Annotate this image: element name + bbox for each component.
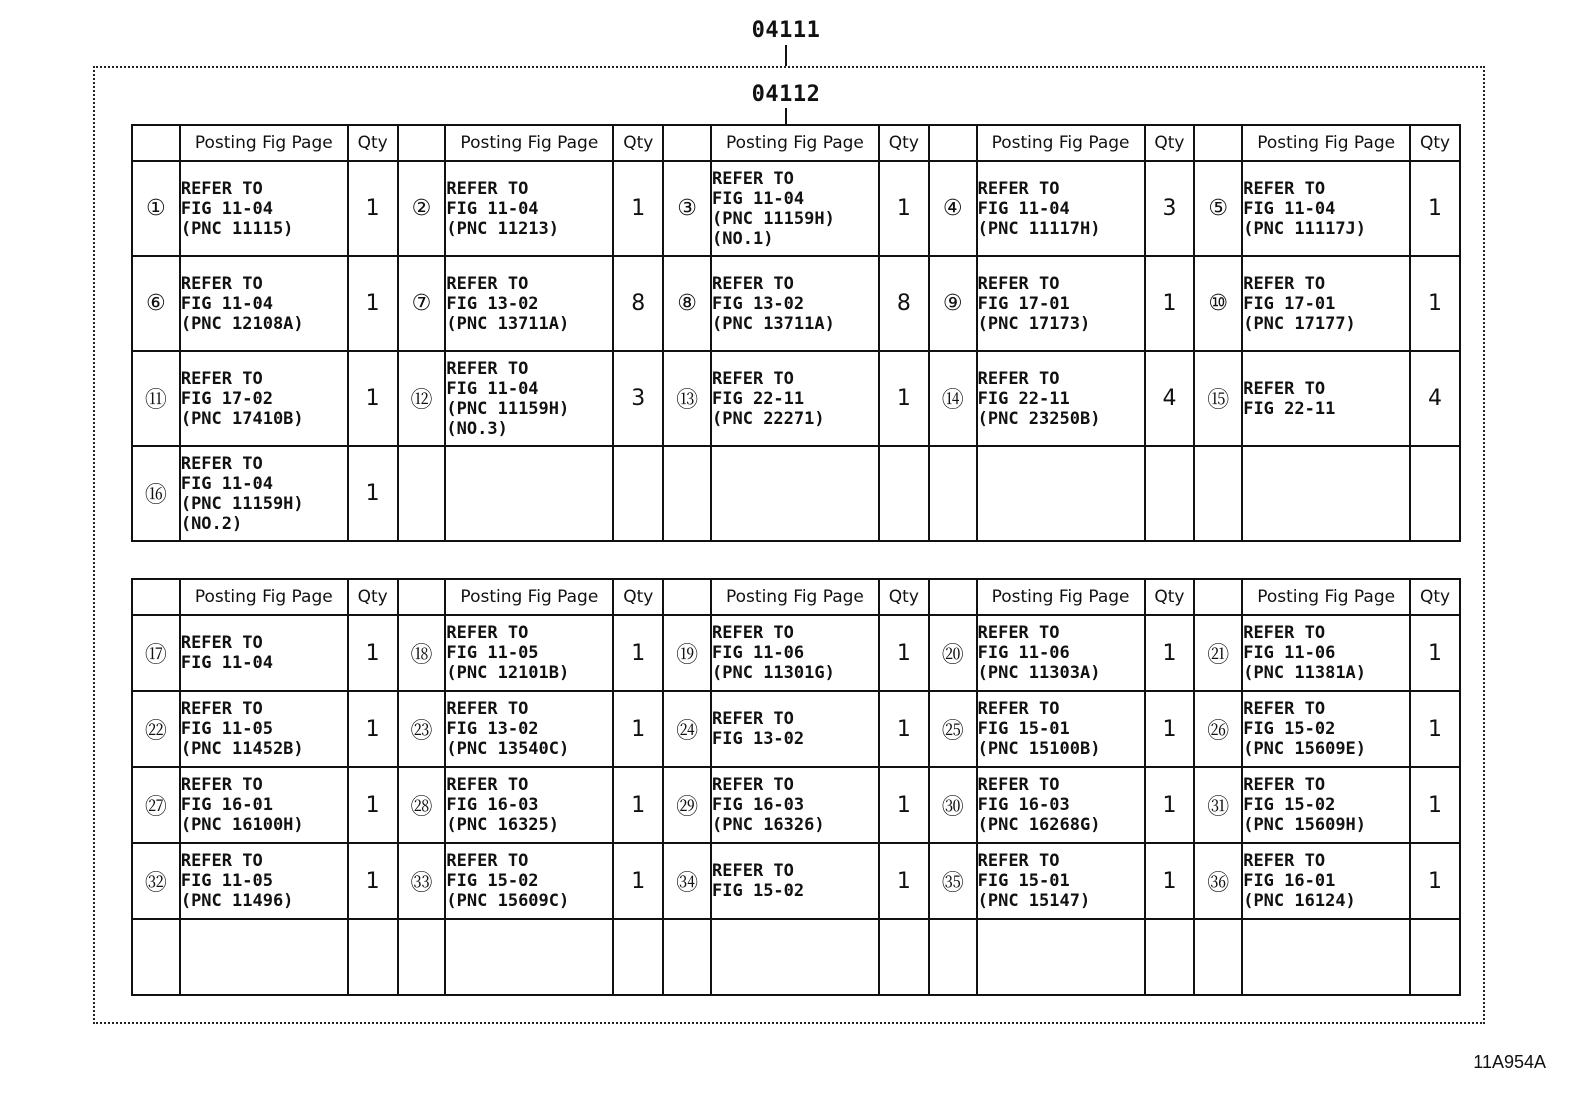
reference-text: REFER TO FIG 11-04 (PNC 11159H) (NO.1) <box>711 161 879 256</box>
reference-text: REFER TO FIG 13-02 (PNC 13711A) <box>445 256 613 351</box>
reference-text: REFER TO FIG 17-01 (PNC 17177) <box>1242 256 1410 351</box>
reference-text: REFER TO FIG 16-01 (PNC 16100H) <box>180 767 348 843</box>
quantity: 1 <box>613 691 663 767</box>
reference-text: REFER TO FIG 11-06 (PNC 11301G) <box>711 615 879 691</box>
figure-code: 11A954A <box>1473 1052 1546 1072</box>
reference-text: REFER TO FIG 11-05 (PNC 11452B) <box>180 691 348 767</box>
item-number: ㉗ <box>132 767 180 843</box>
quantity <box>1145 446 1195 541</box>
quantity: 3 <box>1145 161 1195 256</box>
quantity: 1 <box>879 843 929 919</box>
item-number: ㉔ <box>663 691 711 767</box>
header-qty: Qty <box>1410 125 1460 161</box>
quantity <box>1410 919 1460 995</box>
item-number: ㉕ <box>929 691 977 767</box>
reference-text: REFER TO FIG 11-04 (PNC 11213) <box>445 161 613 256</box>
header-posting: Posting Fig Page <box>180 579 348 615</box>
quantity: 1 <box>1145 615 1195 691</box>
item-number <box>663 919 711 995</box>
header-posting: Posting Fig Page <box>1242 579 1410 615</box>
item-number: ⑩ <box>1194 256 1242 351</box>
header-qty: Qty <box>348 125 398 161</box>
item-number <box>398 919 446 995</box>
item-number: ㊱ <box>1194 843 1242 919</box>
reference-text: REFER TO FIG 15-02 (PNC 15609H) <box>1242 767 1410 843</box>
header-blank-cell <box>1194 579 1242 615</box>
item-number: ㉖ <box>1194 691 1242 767</box>
quantity: 1 <box>613 161 663 256</box>
reference-text <box>445 446 613 541</box>
quantity: 1 <box>1410 691 1460 767</box>
quantity: 1 <box>348 767 398 843</box>
item-number: ⑧ <box>663 256 711 351</box>
quantity: 1 <box>1410 767 1460 843</box>
quantity: 1 <box>348 615 398 691</box>
reference-text: REFER TO FIG 17-01 (PNC 17173) <box>977 256 1145 351</box>
quantity <box>1145 919 1195 995</box>
item-number <box>929 919 977 995</box>
item-number: ② <box>398 161 446 256</box>
reference-text <box>977 446 1145 541</box>
table-row <box>132 161 1460 256</box>
leader-line-inner <box>785 108 787 124</box>
header-posting: Posting Fig Page <box>1242 125 1410 161</box>
reference-text: REFER TO FIG 15-02 (PNC 15609C) <box>445 843 613 919</box>
header-blank-cell <box>398 125 446 161</box>
table-row <box>132 256 1460 351</box>
header-qty: Qty <box>348 579 398 615</box>
item-number: ⑲ <box>663 615 711 691</box>
quantity: 1 <box>348 843 398 919</box>
item-number: ㉛ <box>1194 767 1242 843</box>
header-blank-cell <box>929 579 977 615</box>
reference-text: REFER TO FIG 11-05 (PNC 11496) <box>180 843 348 919</box>
item-number: ㉘ <box>398 767 446 843</box>
header-qty: Qty <box>1145 579 1195 615</box>
header-blank-cell <box>132 579 180 615</box>
header-blank-cell <box>398 579 446 615</box>
table-row <box>132 691 1460 767</box>
header-qty: Qty <box>1145 125 1195 161</box>
header-qty: Qty <box>879 579 929 615</box>
header-blank-cell <box>132 125 180 161</box>
quantity: 4 <box>1145 351 1195 446</box>
item-number: ㉒ <box>132 691 180 767</box>
header-posting: Posting Fig Page <box>180 125 348 161</box>
reference-text: REFER TO FIG 11-06 (PNC 11381A) <box>1242 615 1410 691</box>
reference-text: REFER TO FIG 15-02 (PNC 15609E) <box>1242 691 1410 767</box>
reference-text: REFER TO FIG 11-04 (PNC 11117H) <box>977 161 1145 256</box>
quantity: 1 <box>1410 843 1460 919</box>
quantity: 1 <box>613 767 663 843</box>
quantity: 1 <box>879 767 929 843</box>
header-posting: Posting Fig Page <box>445 579 613 615</box>
reference-text: REFER TO FIG 11-04 <box>180 615 348 691</box>
header-posting: Posting Fig Page <box>445 125 613 161</box>
table-row <box>132 615 1460 691</box>
reference-text: REFER TO FIG 13-02 (PNC 13540C) <box>445 691 613 767</box>
quantity <box>1410 446 1460 541</box>
quantity: 3 <box>613 351 663 446</box>
item-number <box>1194 446 1242 541</box>
quantity: 1 <box>348 256 398 351</box>
item-number: ⑪ <box>132 351 180 446</box>
reference-text: REFER TO FIG 16-03 (PNC 16326) <box>711 767 879 843</box>
quantity <box>879 919 929 995</box>
reference-text: REFER TO FIG 11-04 (PNC 11117J) <box>1242 161 1410 256</box>
quantity: 1 <box>1145 691 1195 767</box>
reference-text <box>1242 919 1410 995</box>
header-qty: Qty <box>613 125 663 161</box>
assembly-number-outer: 04111 <box>751 18 821 43</box>
quantity <box>613 446 663 541</box>
header-blank-cell <box>929 125 977 161</box>
header-qty: Qty <box>1410 579 1460 615</box>
reference-text: REFER TO FIG 11-04 (PNC 11115) <box>180 161 348 256</box>
item-number: ⑬ <box>663 351 711 446</box>
item-number <box>398 446 446 541</box>
item-number: ⑳ <box>929 615 977 691</box>
item-number <box>663 446 711 541</box>
reference-text <box>711 919 879 995</box>
quantity: 1 <box>348 351 398 446</box>
quantity <box>613 919 663 995</box>
item-number: ㉞ <box>663 843 711 919</box>
reference-text: REFER TO FIG 11-04 (PNC 11159H) (NO.2) <box>180 446 348 541</box>
item-number: ㉙ <box>663 767 711 843</box>
item-number: ⑰ <box>132 615 180 691</box>
reference-text: REFER TO FIG 13-02 <box>711 691 879 767</box>
reference-text: REFER TO FIG 15-01 (PNC 15147) <box>977 843 1145 919</box>
reference-text: REFER TO FIG 13-02 (PNC 13711A) <box>711 256 879 351</box>
item-number: ㉜ <box>132 843 180 919</box>
table-row <box>132 843 1460 919</box>
header-posting: Posting Fig Page <box>977 125 1145 161</box>
quantity: 1 <box>879 161 929 256</box>
reference-text <box>445 919 613 995</box>
item-number <box>132 919 180 995</box>
table-row <box>132 919 1460 995</box>
item-number: ⑥ <box>132 256 180 351</box>
item-number <box>1194 919 1242 995</box>
header-blank-cell <box>663 579 711 615</box>
quantity: 1 <box>348 161 398 256</box>
reference-text: REFER TO FIG 22-11 (PNC 23250B) <box>977 351 1145 446</box>
reference-text: REFER TO FIG 16-03 (PNC 16325) <box>445 767 613 843</box>
quantity: 4 <box>1410 351 1460 446</box>
item-number: ⑯ <box>132 446 180 541</box>
header-blank-cell <box>1194 125 1242 161</box>
parts-table-lower <box>131 578 1461 996</box>
header-qty: Qty <box>613 579 663 615</box>
header-posting: Posting Fig Page <box>711 579 879 615</box>
quantity: 1 <box>1410 615 1460 691</box>
item-number: ⑨ <box>929 256 977 351</box>
reference-text: REFER TO FIG 22-11 <box>1242 351 1410 446</box>
item-number: ④ <box>929 161 977 256</box>
assembly-number-inner: 04112 <box>751 82 821 107</box>
reference-text: REFER TO FIG 11-04 (PNC 11159H) (NO.3) <box>445 351 613 446</box>
header-qty: Qty <box>879 125 929 161</box>
parts-table-upper <box>131 124 1461 542</box>
reference-text: REFER TO FIG 17-02 (PNC 17410B) <box>180 351 348 446</box>
reference-text <box>711 446 879 541</box>
reference-text <box>180 919 348 995</box>
item-number: ㉑ <box>1194 615 1242 691</box>
quantity: 1 <box>613 843 663 919</box>
item-number: ③ <box>663 161 711 256</box>
quantity: 1 <box>879 351 929 446</box>
reference-text: REFER TO FIG 11-04 (PNC 12108A) <box>180 256 348 351</box>
header-posting: Posting Fig Page <box>977 579 1145 615</box>
quantity: 1 <box>348 446 398 541</box>
item-number: ㉚ <box>929 767 977 843</box>
item-number: ⑱ <box>398 615 446 691</box>
quantity: 1 <box>879 691 929 767</box>
reference-text: REFER TO FIG 11-06 (PNC 11303A) <box>977 615 1145 691</box>
quantity: 8 <box>879 256 929 351</box>
header-posting: Posting Fig Page <box>711 125 879 161</box>
quantity: 1 <box>1145 843 1195 919</box>
quantity <box>348 919 398 995</box>
reference-text: REFER TO FIG 11-05 (PNC 12101B) <box>445 615 613 691</box>
item-number: ㉓ <box>398 691 446 767</box>
leader-line-outer <box>785 45 787 66</box>
item-number <box>929 446 977 541</box>
table-row <box>132 767 1460 843</box>
quantity: 1 <box>613 615 663 691</box>
table-row <box>132 446 1460 541</box>
header-row <box>132 125 1460 161</box>
quantity: 1 <box>1145 767 1195 843</box>
item-number: ⑤ <box>1194 161 1242 256</box>
table-row <box>132 351 1460 446</box>
reference-text: REFER TO FIG 15-02 <box>711 843 879 919</box>
quantity: 1 <box>348 691 398 767</box>
reference-text <box>1242 446 1410 541</box>
item-number: ⑮ <box>1194 351 1242 446</box>
header-blank-cell <box>663 125 711 161</box>
item-number: ㉝ <box>398 843 446 919</box>
quantity: 1 <box>1145 256 1195 351</box>
item-number: ㉟ <box>929 843 977 919</box>
item-number: ⑦ <box>398 256 446 351</box>
item-number: ⑫ <box>398 351 446 446</box>
reference-text: REFER TO FIG 15-01 (PNC 15100B) <box>977 691 1145 767</box>
reference-text: REFER TO FIG 22-11 (PNC 22271) <box>711 351 879 446</box>
reference-text: REFER TO FIG 16-01 (PNC 16124) <box>1242 843 1410 919</box>
item-number: ① <box>132 161 180 256</box>
header-row <box>132 579 1460 615</box>
reference-text: REFER TO FIG 16-03 (PNC 16268G) <box>977 767 1145 843</box>
quantity: 1 <box>1410 256 1460 351</box>
quantity: 1 <box>1410 161 1460 256</box>
quantity <box>879 446 929 541</box>
item-number: ⑭ <box>929 351 977 446</box>
quantity: 1 <box>879 615 929 691</box>
reference-text <box>977 919 1145 995</box>
quantity: 8 <box>613 256 663 351</box>
